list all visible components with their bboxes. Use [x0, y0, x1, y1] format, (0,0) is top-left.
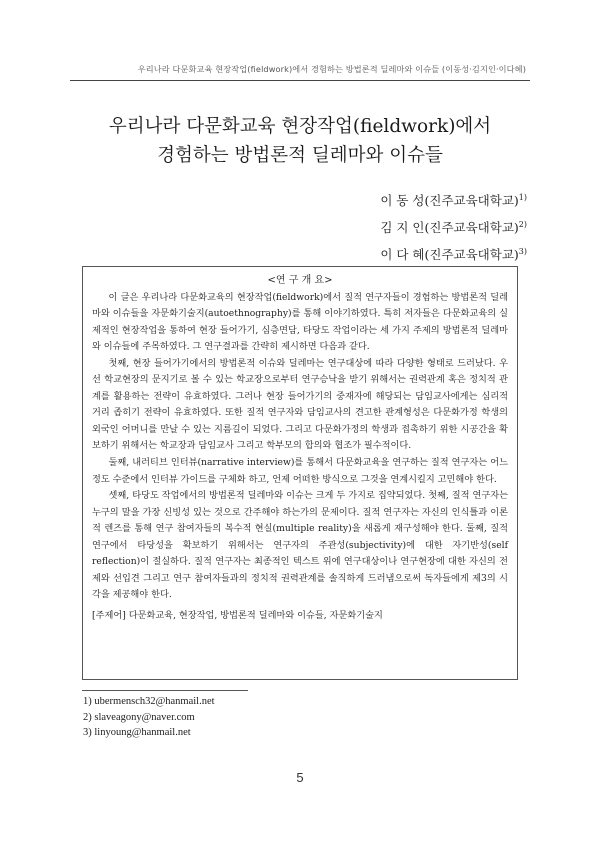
- footnote: 1) ubermensch32@hanmail.net: [83, 696, 215, 707]
- author-name: 김 지 인: [380, 220, 425, 236]
- abstract-paragraph: 둘째, 내러티브 인터뷰(narrative interview)를 통해서 다문화교육을 연구하는 질적 연구자는 어느 정도 수준에서 인터뷰 가이드를 구체화 하고, 언제 어떠한 방식으로 그것을 연계시킬지 고민해야 한다.: [92, 457, 508, 485]
- footnote: 2) slaveagony@naver.com: [83, 711, 195, 723]
- author-affiliation: (진주교육대학교): [424, 247, 519, 263]
- keywords-text: 다문화교육, 현장작업, 방법론적 딜레마와 이슈들, 자문화기술지: [128, 609, 383, 621]
- footnotes: [83, 694, 215, 741]
- author-entry: [380, 240, 527, 267]
- footnote-marker: 2): [518, 220, 527, 230]
- author-list: [380, 186, 527, 267]
- footnote-rule: [82, 690, 248, 691]
- title-line-2: 경험하는 방법론적 딜레마와 이슈들: [157, 145, 443, 166]
- paper-title: [70, 112, 530, 170]
- header-rule: [70, 80, 530, 81]
- abstract-paragraph: 이 글은 우리나라 다문화교육의 현장작업(fieldwork)에서 질적 연구자들이 경험하는 방법론적 딜레마와 이슈들을 자문화기술지(autoethnography)를 통해 이야기하였다. 특히 저자들은 다문화교육의 실제적인 현장작업을 통하여 현장 들어가기, 심층면담, 타당도 작업이라는 세 가지 주제의 방법론적 딜레마와 이슈들에 주목하였다. 그 연구결과를 간략히 제시하면 다음과 같다.: [92, 291, 508, 353]
- footnote-marker: 3): [518, 247, 527, 257]
- footnote-marker: 1): [518, 193, 527, 202]
- title-line-1: 우리나라 다문화교육 현장작업(fieldwork)에서: [108, 116, 492, 137]
- keywords-line: [92, 608, 508, 625]
- page-number: 5: [296, 770, 304, 785]
- author-name: 이 다 혜: [380, 247, 425, 263]
- abstract-heading: <연 구 개 요>: [267, 275, 333, 286]
- author-entry: [380, 186, 527, 213]
- author-affiliation: (진주교육대학교): [424, 193, 519, 209]
- abstract-box: [82, 266, 518, 680]
- author-entry: [380, 213, 527, 240]
- footnote: 3) linyoung@hanmail.net: [83, 727, 191, 739]
- author-name: 이 동 성: [380, 193, 425, 209]
- author-affiliation: (진주교육대학교): [424, 220, 519, 236]
- keywords-label: [주제어]: [92, 609, 126, 621]
- abstract-paragraph: 첫째, 현장 들어가기에서의 방법론적 이슈와 딜레마는 연구대상에 따라 다양한 형태로 드러났다. 우선 학교현장의 문지기로 볼 수 있는 학교장으로부터 연구승낙을 받기 위해서는 권력관계 혹은 정치적 관계를 활용하는 전략이 유효하였다. 그러나 현장 들어가기의 중재자에 해당되는 담임교사에게는 심리적 거리 좁히기 전략이 유효하였다. 또한 질적 연구자와 담임교사의 견고한 관계형성은 다문화가정 학생의 외국인 어머니를 만날 수 있는 지름길이 되었다. 그리고 다문화가정의 학생과 접촉하기 위한 시공간을 확보하기 위해서는 학교장과 담임교사 그리고 학부모의 합의와 협조가 필수적이다.: [92, 357, 508, 452]
- running-header: 우리나라 다문화교육 현장작업(fieldwork)에서 경험하는 방법론적 딜레마와 이슈들 (이동성·김지인·이다혜): [137, 64, 526, 74]
- abstract-paragraph: 셋째, 타당도 작업에서의 방법론적 딜레마와 이슈는 크게 두 가지로 집약되었다. 첫째, 질적 연구자는 누구의 말을 가장 신빙성 있는 것으로 간주해야 하는가의 문제이다. 질적 연구자는 자신의 인식틀과 이론적 렌즈를 통해 연구 참여자들의 복수적 현실(multiple reality)을 새롭게 재구성해야 한다. 둘째, 질적 연구에서 타당성을 확보하기 위해서는 연구자의 주관성(subjectivity)에 대한 자기반성(self reflection)이 절실하다. 질적 연구자는 최종적인 텍스트 위에 연구대상이나 연구현장에 대한 자신의 전제와 선입견 그리고 연구 참여자들과의 정치적 권력관계를 솔직하게 드러냄으로써 독자들에게 제3의 시각을 제공해야 한다.: [92, 490, 508, 601]
